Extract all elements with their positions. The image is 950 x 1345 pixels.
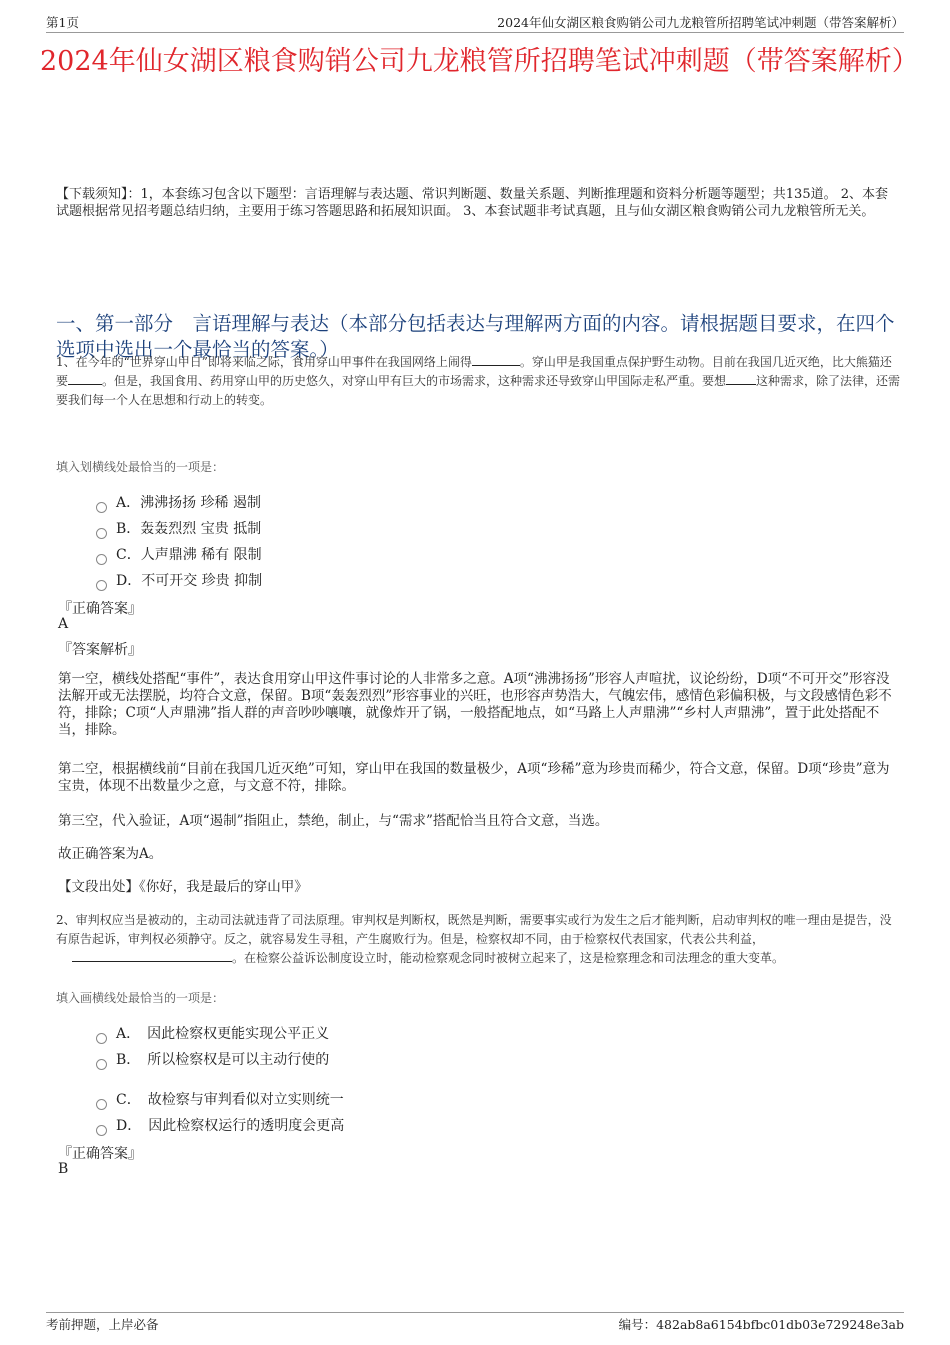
q2-option-c[interactable] bbox=[96, 1089, 344, 1109]
q1-blank-1 bbox=[472, 353, 520, 366]
q2-blank bbox=[72, 949, 232, 962]
q2-text-b: 。在检察公益诉讼制度设立时，能动检察观念同时被树立起来了，这是检察理念和司法理念的重大变革。 bbox=[232, 951, 785, 965]
q2-answer-label: 『正确答案』 bbox=[58, 1146, 142, 1162]
q1-answer-label: 『正确答案』 bbox=[58, 601, 142, 617]
q1-blank-3 bbox=[726, 372, 756, 385]
q1-text-c: 。但是，我国食用、药用穿山甲的历史悠久，对穿山甲有巨大的市场需求，这种需求还导致穿山甲国际走私严重。要想 bbox=[102, 374, 727, 388]
question-2-stem bbox=[56, 911, 902, 968]
footer-slogan: 考前押题，上岸必备 bbox=[46, 1317, 159, 1332]
q1-option-b-label: B．轰轰烈烈 宝贵 抵制 bbox=[116, 521, 262, 537]
q2-answer: B bbox=[58, 1161, 69, 1177]
header-doc-title: 2024年仙女湖区粮食购销公司九龙粮管所招聘笔试冲刺题（带答案解析） bbox=[497, 15, 904, 30]
document-title: 2024年仙女湖区粮食购销公司九龙粮管所招聘笔试冲刺题（带答案解析） bbox=[40, 46, 919, 77]
q1-analysis-para-3: 第三空，代入验证，A项“遏制”指阻止，禁绝，制止，与“需求”搭配恰当且符合文意，当选。 bbox=[58, 813, 609, 829]
q1-text-b: 。穿山甲是我国重点保护野生动物。目前在我国几近灭绝，比大熊猫还要 bbox=[56, 355, 892, 388]
q1-option-b[interactable] bbox=[96, 518, 261, 538]
q1-source: 【文段出处】《你好，我是最后的穿山甲》 bbox=[58, 879, 308, 895]
page-footer bbox=[46, 1312, 904, 1332]
footer-serial: 编号：482ab8a6154bfbc01db03e729248e3ab bbox=[618, 1317, 904, 1332]
q1-option-c-label: C．人声鼎沸 稀有 限制 bbox=[116, 547, 262, 563]
q1-prompt: 填入划横线处最恰当的一项是： bbox=[56, 460, 225, 474]
radio-icon[interactable] bbox=[96, 1059, 107, 1070]
radio-icon[interactable] bbox=[96, 502, 107, 513]
q1-option-a[interactable] bbox=[96, 492, 261, 512]
page-number: 第1页 bbox=[46, 15, 79, 30]
q1-option-d[interactable] bbox=[96, 570, 262, 590]
q2-prompt: 填入画横线处最恰当的一项是： bbox=[56, 991, 225, 1005]
q2-option-b-label: B． 所以检察权是可以主动行使的 bbox=[116, 1052, 330, 1068]
radio-icon[interactable] bbox=[96, 554, 107, 565]
download-notice: 【下载须知】：1，本套练习包含以下题型：言语理解与表达题、常识判断题、数量关系题、判断推理题和资料分析题等题型；共135道。 2、本套试题根据常见招考题总结归纳，主要用于练习答题思路和拓展知识面。 3、本套试题非考试真题，且与仙女湖区粮食购销公司九龙粮管所无关。 bbox=[56, 187, 888, 219]
q1-analysis-para-2: 第二空，根据横线前“目前在我国几近灭绝”可知，穿山甲在我国的数量极少，A项“珍稀”意为珍贵而稀少，符合文意，保留。D项“珍贵”意为宝贵，体现不出数量少之意，与文意不符，排除。 bbox=[58, 761, 890, 794]
q1-blank-2 bbox=[68, 372, 102, 385]
radio-icon[interactable] bbox=[96, 528, 107, 539]
q2-option-d-label: D． 因此检察权运行的透明度会更高 bbox=[116, 1118, 345, 1134]
page-header bbox=[46, 12, 904, 33]
question-1-stem bbox=[56, 353, 902, 410]
q1-option-d-label: D．不可开交 珍贵 抑制 bbox=[116, 573, 263, 589]
radio-icon[interactable] bbox=[96, 1033, 107, 1044]
q1-option-c[interactable] bbox=[96, 544, 262, 564]
q2-text-a: 2、审判权应当是被动的，主动司法就违背了司法原理。审判权是判断权，既然是判断，需要事实或行为发生之后才能判断，启动审判权的唯一理由是提告，没有原告起诉，审判权必须静守。反之，就容易发生寻租，产生腐败行为。但是，检察权却不同，由于检察权代表国家，代表公共利益， bbox=[56, 913, 892, 946]
q1-analysis-para-4: 故正确答案为A。 bbox=[58, 846, 163, 862]
q1-text-a: 1、在今年的“世界穿山甲日”即将来临之际，食用穿山甲事件在我国网络上闹得 bbox=[56, 355, 472, 369]
q2-option-a-label: A． 因此检察权更能实现公平正义 bbox=[116, 1026, 330, 1042]
radio-icon[interactable] bbox=[96, 580, 107, 591]
q1-analysis-para-1: 第一空，横线处搭配“事件”，表达食用穿山甲这件事讨论的人非常多之意。A项“沸沸扬扬”形容人声喧扰，议论纷纷，D项“不可开交”形容没法解开或无法摆脱，均符合文意，保留。B项“轰轰烈烈”形容事业的兴旺，也形容声势浩大，气魄宏伟，感情色彩偏积极，与文段感情色彩不符，排除；C项“人声鼎沸”指人群的声音吵吵嚷嚷，就像炸开了锅，一般搭配地点，如“马路上人声鼎沸”“乡村人声鼎沸”，置于此处搭配不当，排除。 bbox=[58, 671, 892, 738]
q2-option-a[interactable] bbox=[96, 1023, 329, 1043]
q2-option-c-label: C． 故检察与审判看似对立实则统一 bbox=[116, 1092, 344, 1108]
radio-icon[interactable] bbox=[96, 1099, 107, 1110]
section-title: 一、第一部分 言语理解与表达（本部分包括表达与理解两方面的内容。请根据题目要求，在四个选项中选出一个最恰当的答案。） bbox=[56, 312, 895, 361]
radio-icon[interactable] bbox=[96, 1125, 107, 1136]
q1-analysis-label: 『答案解析』 bbox=[58, 642, 142, 658]
q1-answer: A bbox=[58, 616, 69, 632]
q2-option-b[interactable] bbox=[96, 1049, 329, 1069]
q2-option-d[interactable] bbox=[96, 1115, 344, 1135]
q1-text-d: 这种需求，除了法律，还需要我们每一个人在思想和行动上的转变。 bbox=[56, 374, 901, 407]
q1-option-a-label: A．沸沸扬扬 珍稀 遏制 bbox=[116, 495, 262, 511]
